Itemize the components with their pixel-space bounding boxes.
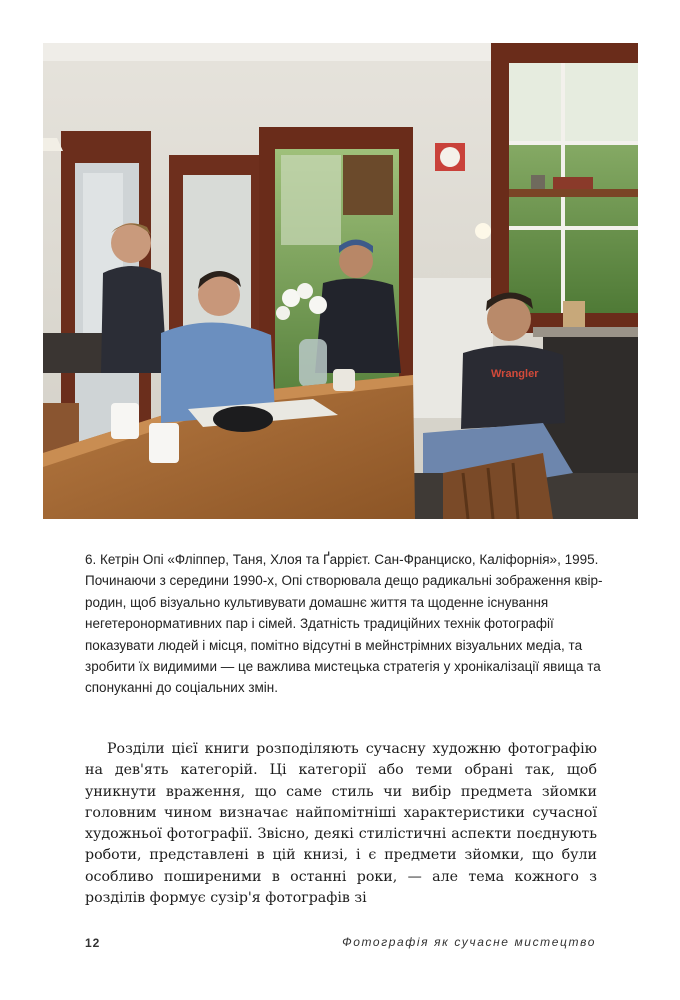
person-back-body [315,278,401,373]
shelf-box [553,177,593,189]
counter-top [533,327,638,337]
page-number: 12 [85,936,101,950]
running-head: Фотографія як сучасне мистецтво [342,935,596,949]
body-paragraph: Розділи цієї книги розподіляють сучасну художню фотографію на дев'ять категорій. Ці категорії або теми обрані так, щоб уникнути враження, що саме стиль чи вибір предмета зйомки головним чином визначає найпомітніші характеристики сучасної художньої фотографії. Звісно, деякі стилістичні аспекти поєднують роботи, представлені в цій книзі, і є предмети зйомки, що були особливо поширеними в останні роки, — але тема кожного з розділів формує сузір'я фотографів зі [85,741,597,907]
window-shelf [509,189,638,197]
shelf-jar [531,175,545,189]
shirt-text: Wrangler [491,368,539,380]
person-seated-right-body [461,345,565,429]
small-jar [333,369,355,391]
person-left-body [101,266,167,373]
vase [299,339,327,387]
caption-text: 6. Кетрін Опі «Фліппер, Таня, Хлоя та Ґаррієт. Сан-Франциско, Каліфорнія», 1995. Починаючи з середини 1990-х, Опі створювала дещо радикальні зображення квір-родин, щоб візуально культивувати домашнє життя та щоденне існування негетеронормативних пар і сімей. Здатність традиційних технік фотографії показувати людей і місця, помітно відсутні в мейнстрімних візуальних медіа, та зробити їх видимими — це важлива мистецька стратегія у хронікалізації явища та спонуканні до соціальних змін. [85,552,603,696]
mug-left [111,403,139,439]
photograph [43,43,638,519]
back-shelf [343,155,393,215]
window-sky [509,63,638,143]
mug-right [149,423,179,463]
person-back-head [339,244,373,278]
counter-bottle [563,301,585,327]
black-cap [213,406,273,432]
wall-lamp [475,223,491,239]
figure-caption [85,549,605,699]
back-window-top [281,155,341,245]
